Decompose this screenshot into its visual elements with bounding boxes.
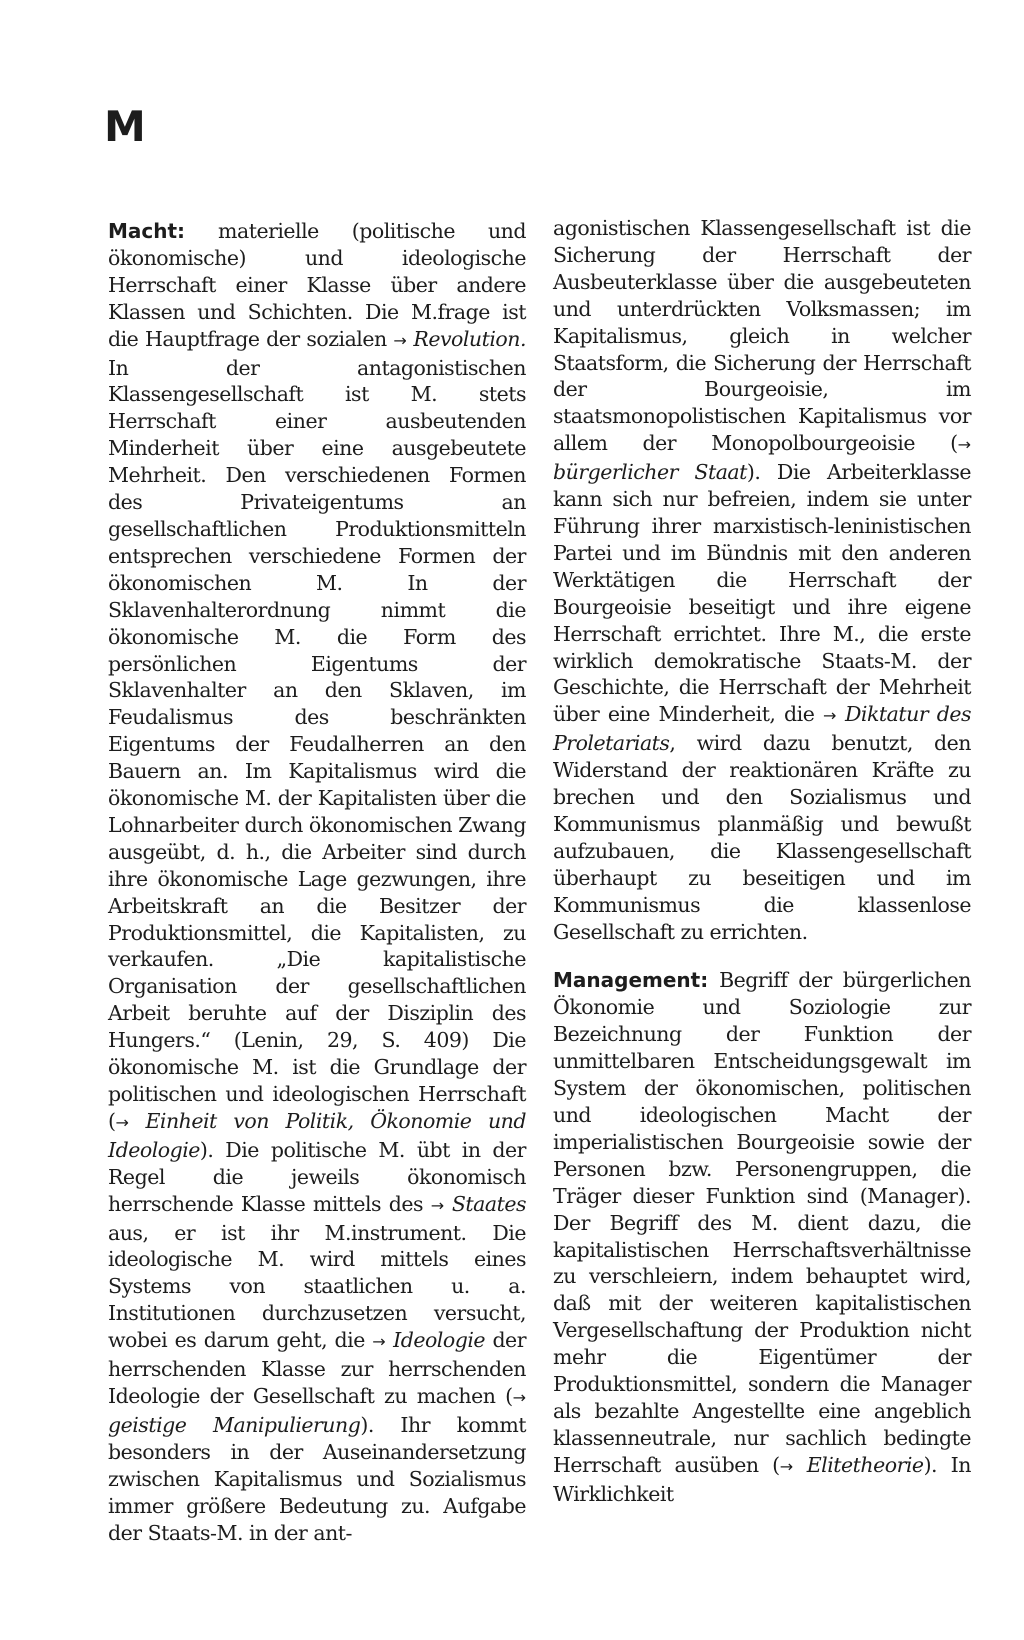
entry-macht-continued <box>553 215 971 945</box>
arrow-icon: → <box>822 706 837 726</box>
section-letter: M <box>104 102 146 151</box>
left-column <box>108 218 526 1546</box>
entry-management <box>553 967 971 1507</box>
arrow-icon: → <box>512 1387 526 1407</box>
arrow-icon: → <box>430 1195 445 1215</box>
body-text: ). Die Arbeiterklasse kann sich nur befreien, indem sie unter Führung ihrer marxistisch-leninistischen Partei und im Bündnis mit den anderen Werktätigen die Herrschaft der Bourgeoisie beseitigt und ihre eigene Herrschaft errichtet. Ihre M., die erste wirklich demokratische Staats-M. der Geschichte, die Herrschaft der Mehrheit über eine Minderheit, die <box>553 460 971 727</box>
body-text: agonistischen Klassengesellschaft ist die Sicherung der Herrschaft der Ausbeuterklasse über die ausgebeuteten und unterdrückten Volksmassen; im Kapitalismus, gleich in welcher Staatsform, die Sicherung der Herrschaft der Bourgeoisie, im staatsmonopolistischen Kapitalismus vor allem der Monopolbourgeoisie ( <box>553 216 971 456</box>
arrow-icon: → <box>115 1112 129 1132</box>
arrow-icon: → <box>957 435 971 455</box>
body-text: Begriff der bürgerlichen Ökonomie und Soziologie zur Bezeichnung der Funktion der unmittelbaren Entscheidungsgewalt im System der ökonomischen, politischen und ideologischen Macht der imperialistischen Bourgeoisie sowie der Personen bzw. Personengruppen, die Träger dieser Funktion sind (Manager). Der Begriff des M. dient dazu, die kapitalistischen Herrschaftsverhältnisse zu verschleiern, indem behauptet wird, daß mit der weiteren kapitalistischen Vergesellschaftung der Produktion nicht mehr die Eigentümer der Produktionsmittel, sondern die Manager als bezahlte Angestellte eine angeblich klassenneutrale, nur sachlich bedingte Herrschaft ausüben ( <box>553 968 971 1477</box>
cross-reference: Revolution. <box>406 326 526 351</box>
headword: Management: <box>553 968 709 993</box>
body-text: In der antagonistischen Klassengesellschaft ist M. stets Herrschaft einer ausbeutenden Minderheit über eine ausgebeutete Mehrheit. Den verschiedenen Formen des Privateigentums an gesellschaftlichen Produktionsmitteln entsprechen verschiedene Formen der ökonomischen M. In der Sklavenhalterordnung nimmt die ökonomische M. die Form des persönlichen Eigentums der Sklavenhalter an den Sklaven, im Feudalismus des beschränkten Eigentums der Feudalherren an den Bauern an. Im Kapitalismus wird die ökonomische M. der Kapitalisten über die Lohnarbeiter durch ökonomischen Zwang ausgeübt, d. h., die Arbeiter sind durch ihre ökonomische Lage gezwungen, ihre Arbeitskraft an die Besitzer der Produktionsmittel, die Kapitalisten, zu verkaufen. „Die kapitalistische Organisation der gesellschaftlichen Arbeit beruhte auf der Disziplin des Hungers.“ (Lenin, 29, S. 409) Die ökonomische M. ist die Grundlage der politischen und ideologischen Herrschaft ( <box>108 355 526 1133</box>
headword: Macht: <box>108 219 186 243</box>
cross-reference: Staates <box>444 1191 526 1216</box>
body-text: ). Die politische M. übt in der Regel die jeweils ökonomisch herrschende Klasse mittels des <box>108 1137 526 1216</box>
right-column <box>553 215 971 1508</box>
arrow-icon: → <box>372 1332 386 1352</box>
arrow-icon: → <box>393 330 407 350</box>
arrow-icon: → <box>779 1456 794 1476</box>
body-text: aus, er ist ihr M.instrument. Die ideologische M. wird mittels eines Systems von staatlichen u. a. Institutionen durchzusetzen versucht, wobei es darum geht, die <box>108 1220 526 1353</box>
cross-reference: Einheit von Politik, Ökonomie und Ideologie <box>108 1108 526 1162</box>
entry-macht <box>108 218 526 1546</box>
body-text: materielle (politische und ökonomische) und ideologische Herrschaft einer Klasse über andere Klassen und Schichten. Die M.frage ist die Hauptfrage der sozialen <box>108 219 526 351</box>
cross-reference: Elitetheorie <box>793 1452 924 1477</box>
cross-reference: Ideologie <box>385 1328 486 1353</box>
body-text: , wird dazu benutzt, den Widerstand der reaktionären Kräfte zu brechen und den Sozialismus und Kommunismus planmäßig und bewußt aufzubauen, die Klassengesellschaft überhaupt zu beseitigen und im Kommunismus die klassenlose Gesellschaft zu errichten. <box>553 731 971 944</box>
cross-reference: geistige Manipulierung <box>108 1412 361 1437</box>
body-text: der herrschenden Klasse zur herrschenden Ideologie der Gesellschaft zu machen ( <box>108 1328 526 1408</box>
cross-reference: bürgerlicher Staat <box>553 460 747 485</box>
body-text: ). In Wirklichkeit <box>553 1452 971 1506</box>
body-text: ). Ihr kommt besonders in der Auseinandersetzung zwischen Kapitalismus und Sozialismus immer größere Bedeutung zu. Aufgabe der Staats-M. in der ant- <box>108 1412 526 1545</box>
cross-reference: Diktatur des Proletariats <box>553 702 971 756</box>
